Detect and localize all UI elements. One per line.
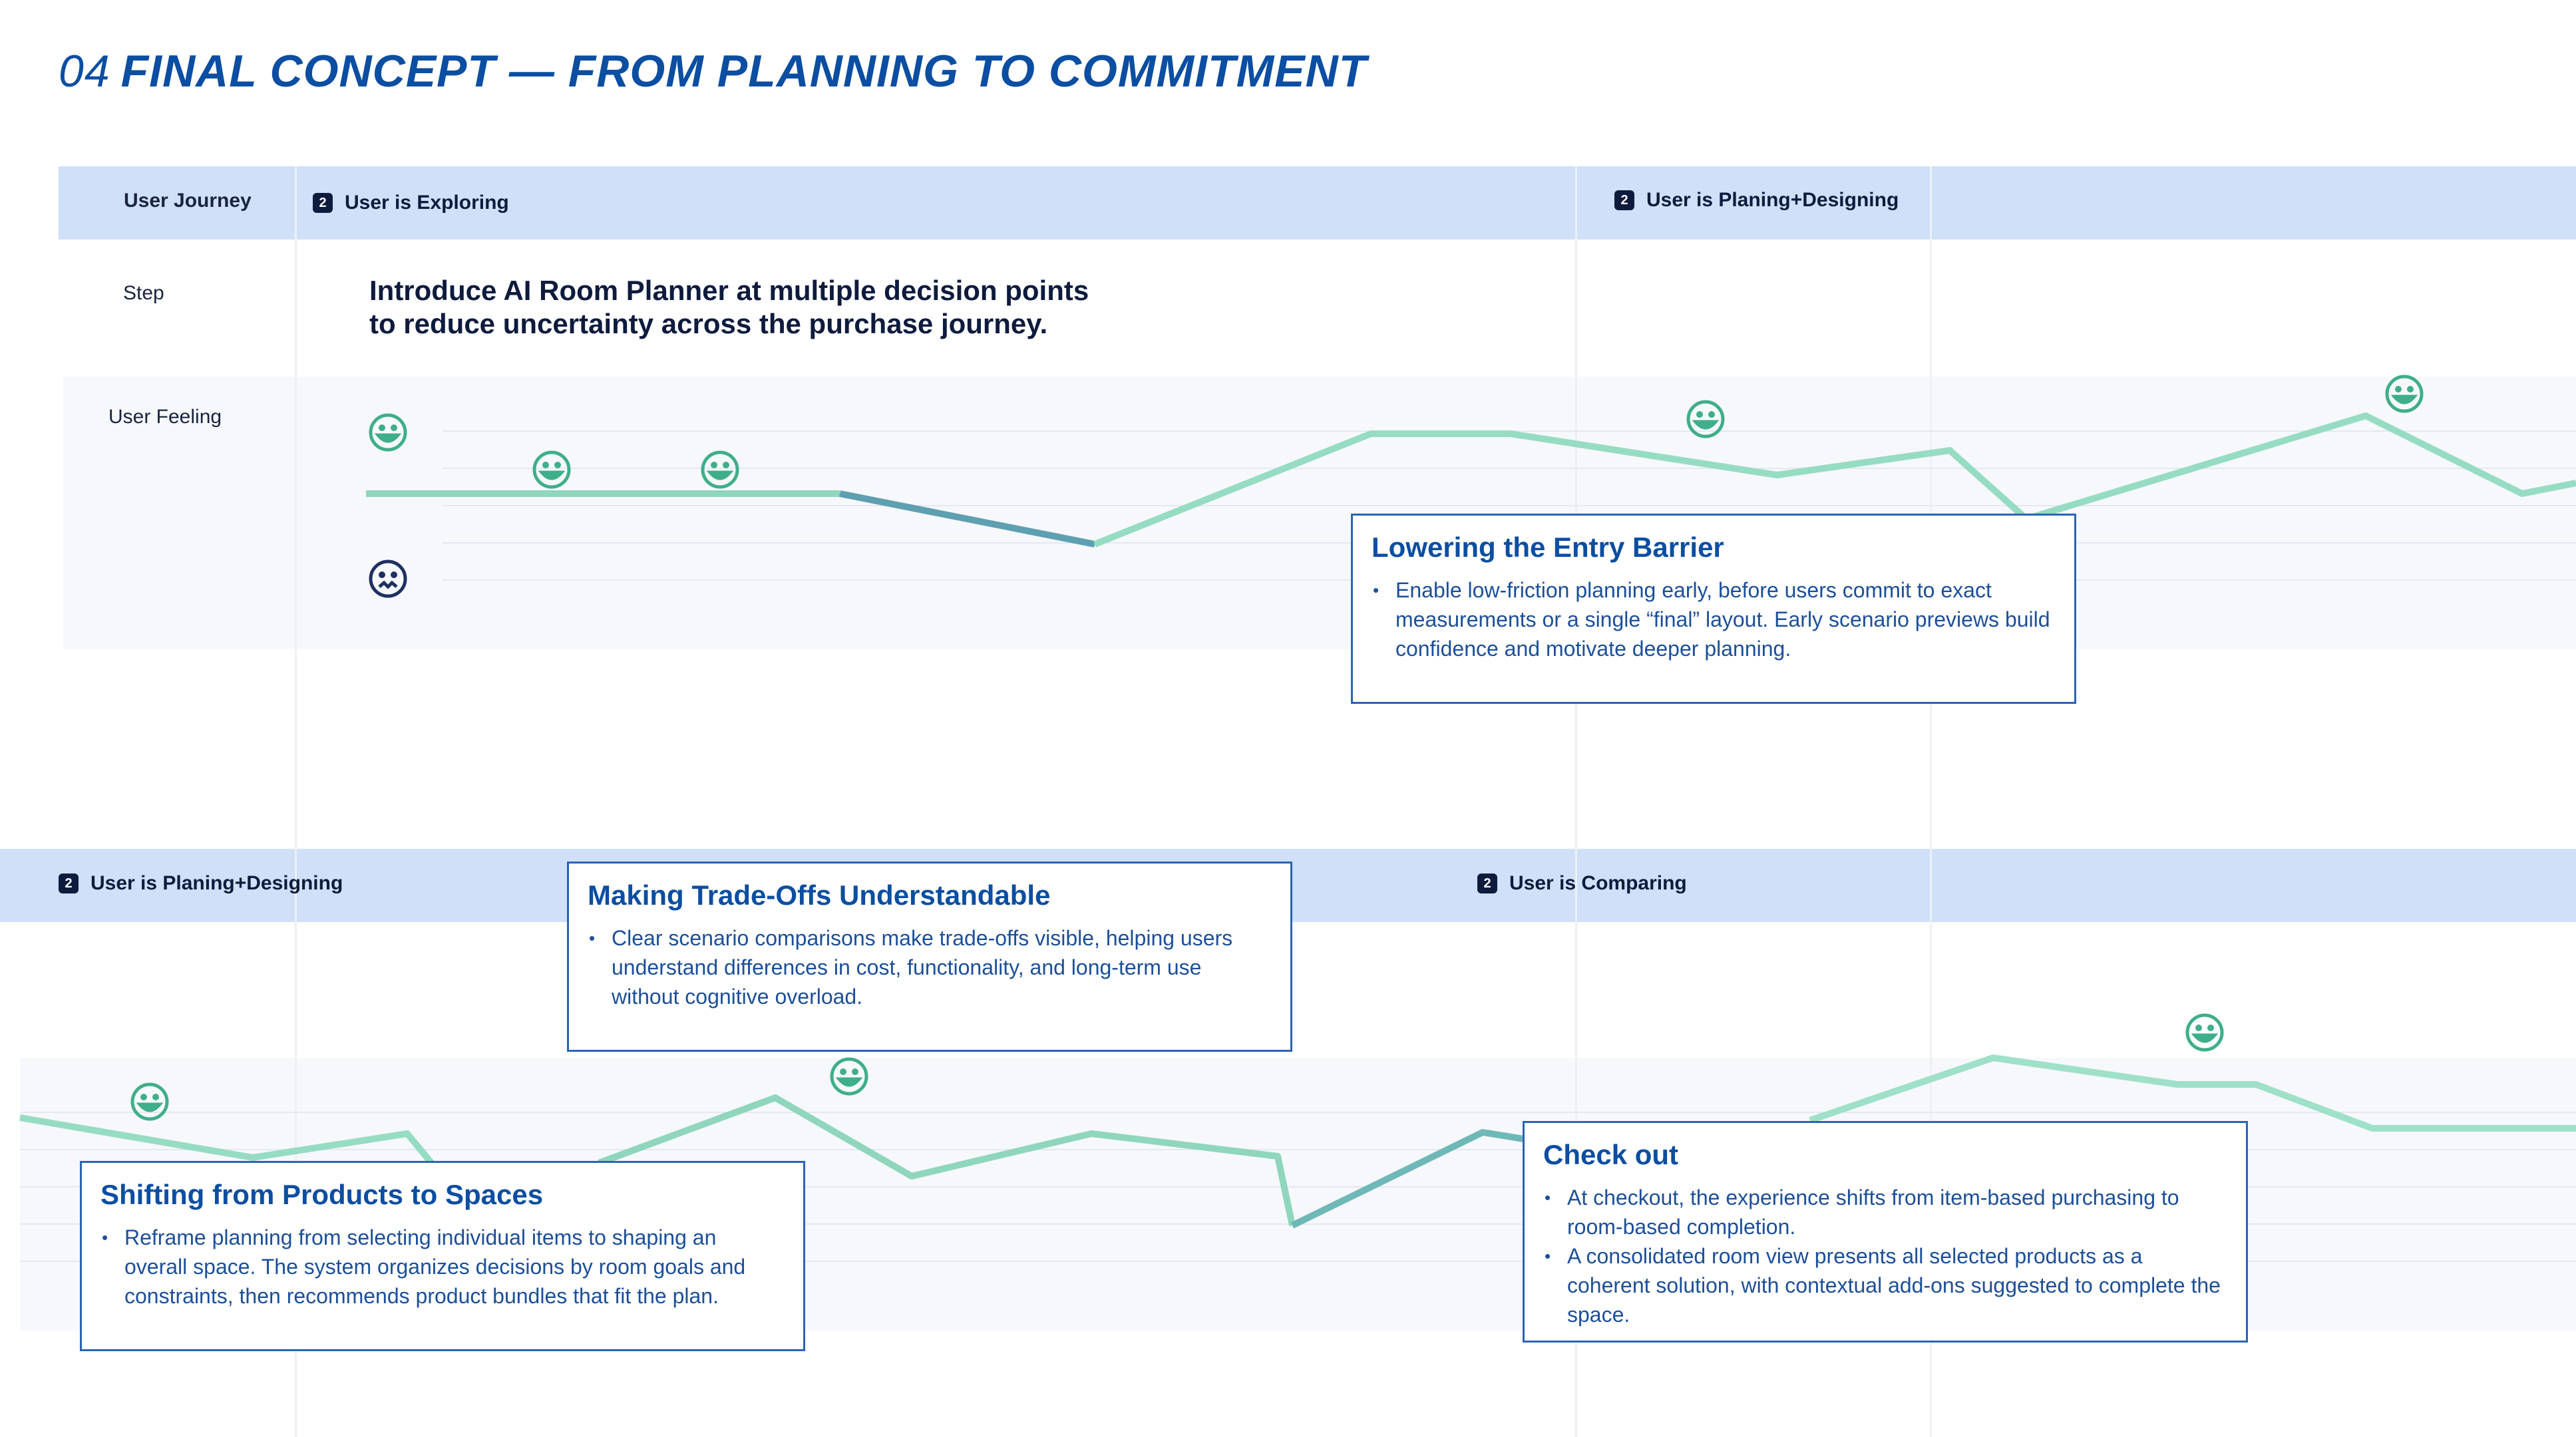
card-products-to-spaces: [80, 1161, 805, 1351]
card-title: Making Trade-Offs Understandable: [588, 879, 1051, 911]
stage-label: User is Planing+Designing: [1646, 189, 1899, 211]
stage-label: User is Exploring: [345, 192, 509, 214]
card-check-out: [1523, 1121, 2248, 1343]
card-bullet: • A consolidated room view presents all selected products as a coherent solution, with contextual add-ons suggested to complete the space.: [1567, 1241, 2227, 1329]
card-bullet: • Enable low-friction planning early, before users commit to exact measurements or a single “final” layout. Early scenario previews build confidence and motivate deeper planning.: [1395, 575, 2056, 663]
user-feeling-label: User Feeling: [108, 406, 222, 428]
card-bullets: [100, 1223, 785, 1311]
happy-face-icon: [2187, 1015, 2222, 1050]
card-title: Lowering the Entry Barrier: [1372, 532, 1724, 563]
card-bullet: • At checkout, the experience shifts from item-based purchasing to room-based completion.: [1567, 1183, 2227, 1241]
feeling-curve-segment: [1292, 1132, 1524, 1225]
sad-face-icon: [371, 561, 405, 596]
card-title: Shifting from Products to Spaces: [100, 1179, 544, 1210]
stage-label: User is Comparing: [1509, 872, 1687, 894]
stage-label: User is Planing+Designing: [91, 872, 343, 894]
feeling-curve-segment: [840, 494, 1095, 544]
card-title: Check out: [1543, 1139, 1679, 1170]
card-bullets: [588, 923, 1272, 1011]
stage-badge: 2: [313, 193, 333, 213]
happy-face-icon: [703, 452, 737, 487]
happy-face-icon: [132, 1084, 167, 1119]
happy-face-icon: [832, 1059, 866, 1094]
stage-badge: 2: [59, 874, 79, 893]
stage-badge: 2: [1614, 190, 1634, 210]
card-making-trade-offs: [567, 862, 1292, 1052]
step-label: Step: [123, 282, 164, 304]
step-line-2: to reduce uncertainty across the purchase journey.: [369, 308, 1048, 339]
title-text: FINAL CONCEPT — FROM PLANNING TO COMMITMENT: [120, 46, 1368, 96]
feeling-curve-segment: [1810, 1058, 2576, 1128]
step-line-1: Introduce AI Room Planner at multiple decision points: [369, 275, 1089, 306]
card-lowering-entry-barrier: [1351, 514, 2076, 704]
happy-face-icon: [534, 452, 569, 487]
card-bullets: [1372, 575, 2056, 663]
user-journey-label: User Journey: [124, 190, 252, 212]
card-bullets: [1543, 1183, 2227, 1329]
card-bullet: • Reframe planning from selecting individual items to shaping an overall space. The system organizes decisions by room goals and constraints, then recommends product bundles that fit the plan.: [124, 1223, 785, 1311]
happy-face-icon: [371, 415, 405, 450]
happy-face-icon: [2387, 377, 2422, 411]
stage-badge: 2: [1477, 874, 1497, 893]
card-bullet: • Clear scenario comparisons make trade-offs visible, helping users understand differences in cost, functionality, and long-term use without cognitive overload.: [612, 923, 1272, 1011]
section-number: 04: [59, 46, 110, 96]
feeling-curve-segment: [20, 1118, 433, 1164]
